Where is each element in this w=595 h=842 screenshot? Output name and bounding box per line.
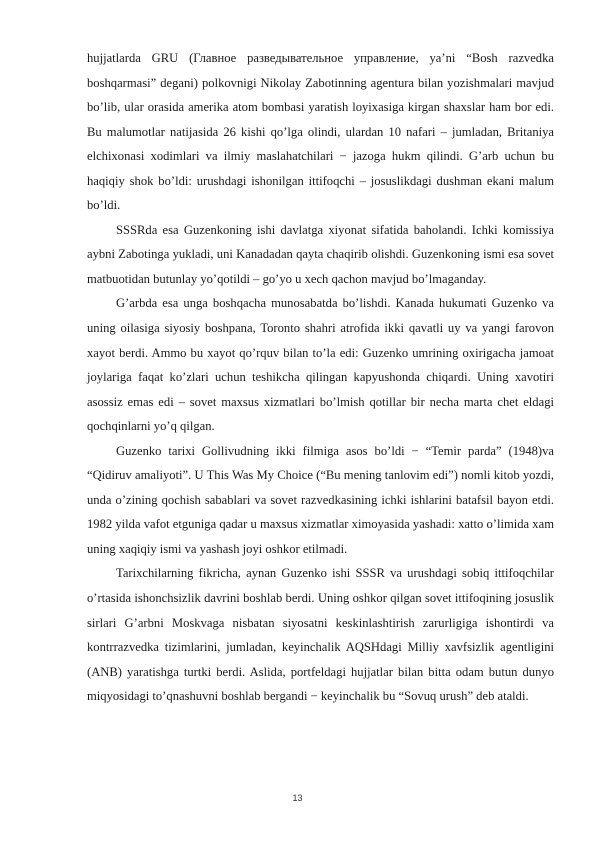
page-number: 13 (292, 793, 303, 803)
paragraph-1: hujjatlarda GRU (Главное разведывательное управление, ya’ni “Bosh razvedka boshqarmasi” degani) polkovnigi Nikolay Zabotinning agentura bilan yozishmalari mavjud bo’lib, ular orasida amerika atom bombasi yaratish loyixasiga kirgan shaxslar ham bor edi. Bu malumotlar natijasida 26 kishi qo’lga olindi, ulardan 10 nafari – jumladan, Britaniya elchixonasi xodimlari va ilmiy maslahatchilari − jazoga hukm qilindi. G’arb uchun bu haqiqiy shok bo’ldi: urushdagi ishonilgan ittifoqchi – josuslikdagi dushman ekani malum bo’ldi. (87, 51, 554, 213)
paragraph-3: G’arbda esa unga boshqacha munosabatda bo’lishdi. Kanada hukumati Guzenko va uning oilasiga siyosiy boshpana, Toronto shahri atrofida ikki qavatli uy va yangi farovon xayot berdi. Ammo bu xayot qo’rquv bilan to’la edi: Guzenko umrining oxirigacha jamoat joylariga faqat ko’zlari uchun teshikcha qilingan kapyushonda chiqardi. Uning xavotiri asossiz emas edi – sovet maxsus xizmatlari bo’lmish qotillar bir necha marta chet eldagi qochqinlarni yo’q qilgan. (87, 296, 554, 434)
paragraph-2: SSSRda esa Guzenkoning ishi davlatga xiyonat sifatida baholandi. Ichki komissiya aybni Zabotinga yukladi, uni Kanadadan qayta chaqirib olishdi. Guzenkoning ismi esa sovet matbuotidan butunlay yo’qotildi – go’yo u xech qachon mavjud bo’lmaganday. (87, 222, 554, 286)
paragraph-4: Guzenko tarixi Gollivudning ikki filmiga asos bo’ldi − “Temir parda” (1948)va “Qidiruv amaliyoti”. U This Was My Choice (“Bu mening tanlovim edi”) nomli kitob yozdi, unda o’zining qochish sabablari va sovet razvedkasining ichki ishlarini batafsil bayon etdi. 1982 yilda vafot etguniga qadar u maxsus xizmatlar ximoyasida yashadi: xatto o’limida xam uning xaqiqiy ismi va yashash joyi oshkor etilmadi. (87, 443, 554, 556)
document-body (87, 46, 554, 709)
paragraph-5: Tarixchilarning fikricha, aynan Guzenko ishi SSSR va urushdagi sobiq ittifoqchilar o’rtasida ishonchsizlik davrini boshlab berdi. Uning oshkor qilgan sovet ittifoqining josuslik sirlari G’arbni Moskvaga nisbatan siyosatni keskinlashtirish zarurligiga ishontirdi va kontrrazvedka tizimlarini, jumladan, keyinchalik AQSHdagi Milliy xavfsizlik agentligini (ANB) yaratishga turtki berdi. Aslida, portfeldagi hujjatlar bilan bitta odam butun dunyo miqyosidagi to’qnashuvni boshlab bergandi − keyinchalik bu “Sovuq urush” deb ataldi. (87, 566, 554, 704)
